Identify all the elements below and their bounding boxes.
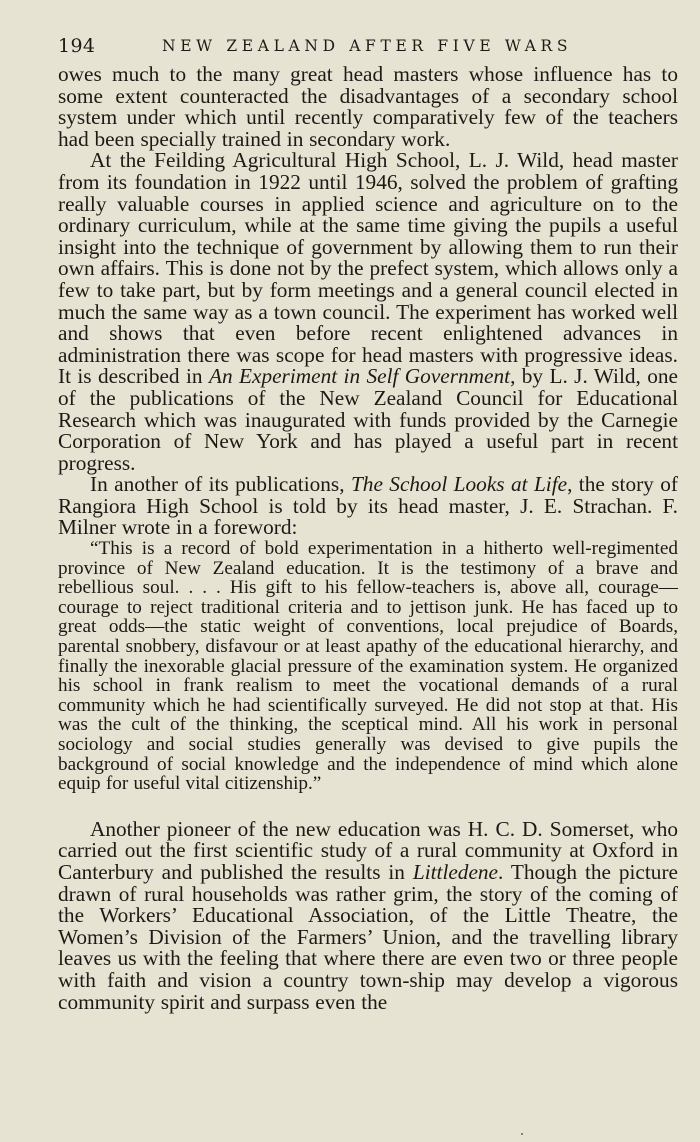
paragraph-somerset: [58, 816, 678, 1014]
paragraph-rangiora: [58, 474, 678, 539]
paragraph-somerset-text-a: Another pioneer of the new education was H. C. D. Somerset, who carried out the first scientific study of a rural community at Oxford in Canterbury and published the results in: [58, 816, 678, 884]
paragraph-rangiora-text-b: , the story of Rangiora High School is told by its head master, J. E. Strachan. F. Milner wrote in a foreword:: [58, 472, 678, 540]
book-title-school-looks: The School Looks at Life: [350, 472, 568, 497]
running-title: NEW ZEALAND AFTER FIVE WARS: [162, 37, 573, 55]
paragraph-feilding: [58, 150, 678, 474]
paragraph-rangiora-text-a: In another of its publications,: [90, 472, 345, 497]
book-title-littledene: Littledene: [412, 859, 499, 884]
book-title-experiment: An Experiment in Self Government: [208, 364, 511, 389]
running-head: [58, 34, 678, 58]
paragraph-feilding-text-b: , by L. J. Wild, one of the publications of the New Zealand Council for Educational Research which was inaugurated with funds provided by the Carnegie Corporation of New York and has played a useful part in recent progress.: [58, 364, 678, 475]
paper-speck: [521, 1133, 523, 1135]
page-number: 194: [58, 35, 96, 57]
paragraph-continued: owes much to the many great head masters whose influence has to some extent counteracted the disadvantages of a secondary school system under which until recently comparatively few of the teachers had been specially trained in secondary work.: [58, 62, 678, 151]
paragraph-somerset-text-b: . Though the picture drawn of rural households was rather grim, the story of the coming of the Workers’ Educational Association, of the Little Theatre, the Women’s Division of the Farmers’ Union, and the travelling library leaves us with the feeling that where there are even two or three people with faith and vision a country town-ship may develop a vigorous community spirit and surpass even the: [58, 859, 678, 1014]
body-text: [58, 64, 678, 1013]
paragraph-feilding-text-a: At the Feilding Agricultural High School, L. J. Wild, head master from its foundation in 1922 until 1946, solved the problem of grafting really valuable courses in applied science and agriculture on to the ordinary curriculum, while at the same time giving the pupils a useful insight into the technique of government by allowing them to run their own affairs. This is done not by the prefect system, which allows only a few to take part, but by form meetings and a general council elected in much the same way as a town council. The experiment has worked well and shows that even before recent enlightened advances in administration there was scope for head masters with progressive ideas. It is described in: [58, 148, 678, 389]
block-quote: “This is a record of bold experimentation in a hitherto well-regimented province of New Zealand education. It is the testimony of a brave and rebellious soul. . . . His gift to his fellow-teachers is, above all, courage—courage to reject traditional criteria and to jettison junk. He has faced up to great odds—the static weight of conventions, local prejudice of Boards, parental snobbery, disfavour or at least apathy of the educational hierarchy, and finally the inexorable glacial pressure of the examination system. He organized his school in frank realism to meet the vocational demands of a rural community which he had scientifically surveyed. He did not stop at that. His was the cult of the thinking, the sceptical mind. All his work in personal sociology and social studies generally was devised to give pupils the background of social knowledge and the independence of mind which alone equip for useful vital citizenship.”: [58, 538, 678, 795]
